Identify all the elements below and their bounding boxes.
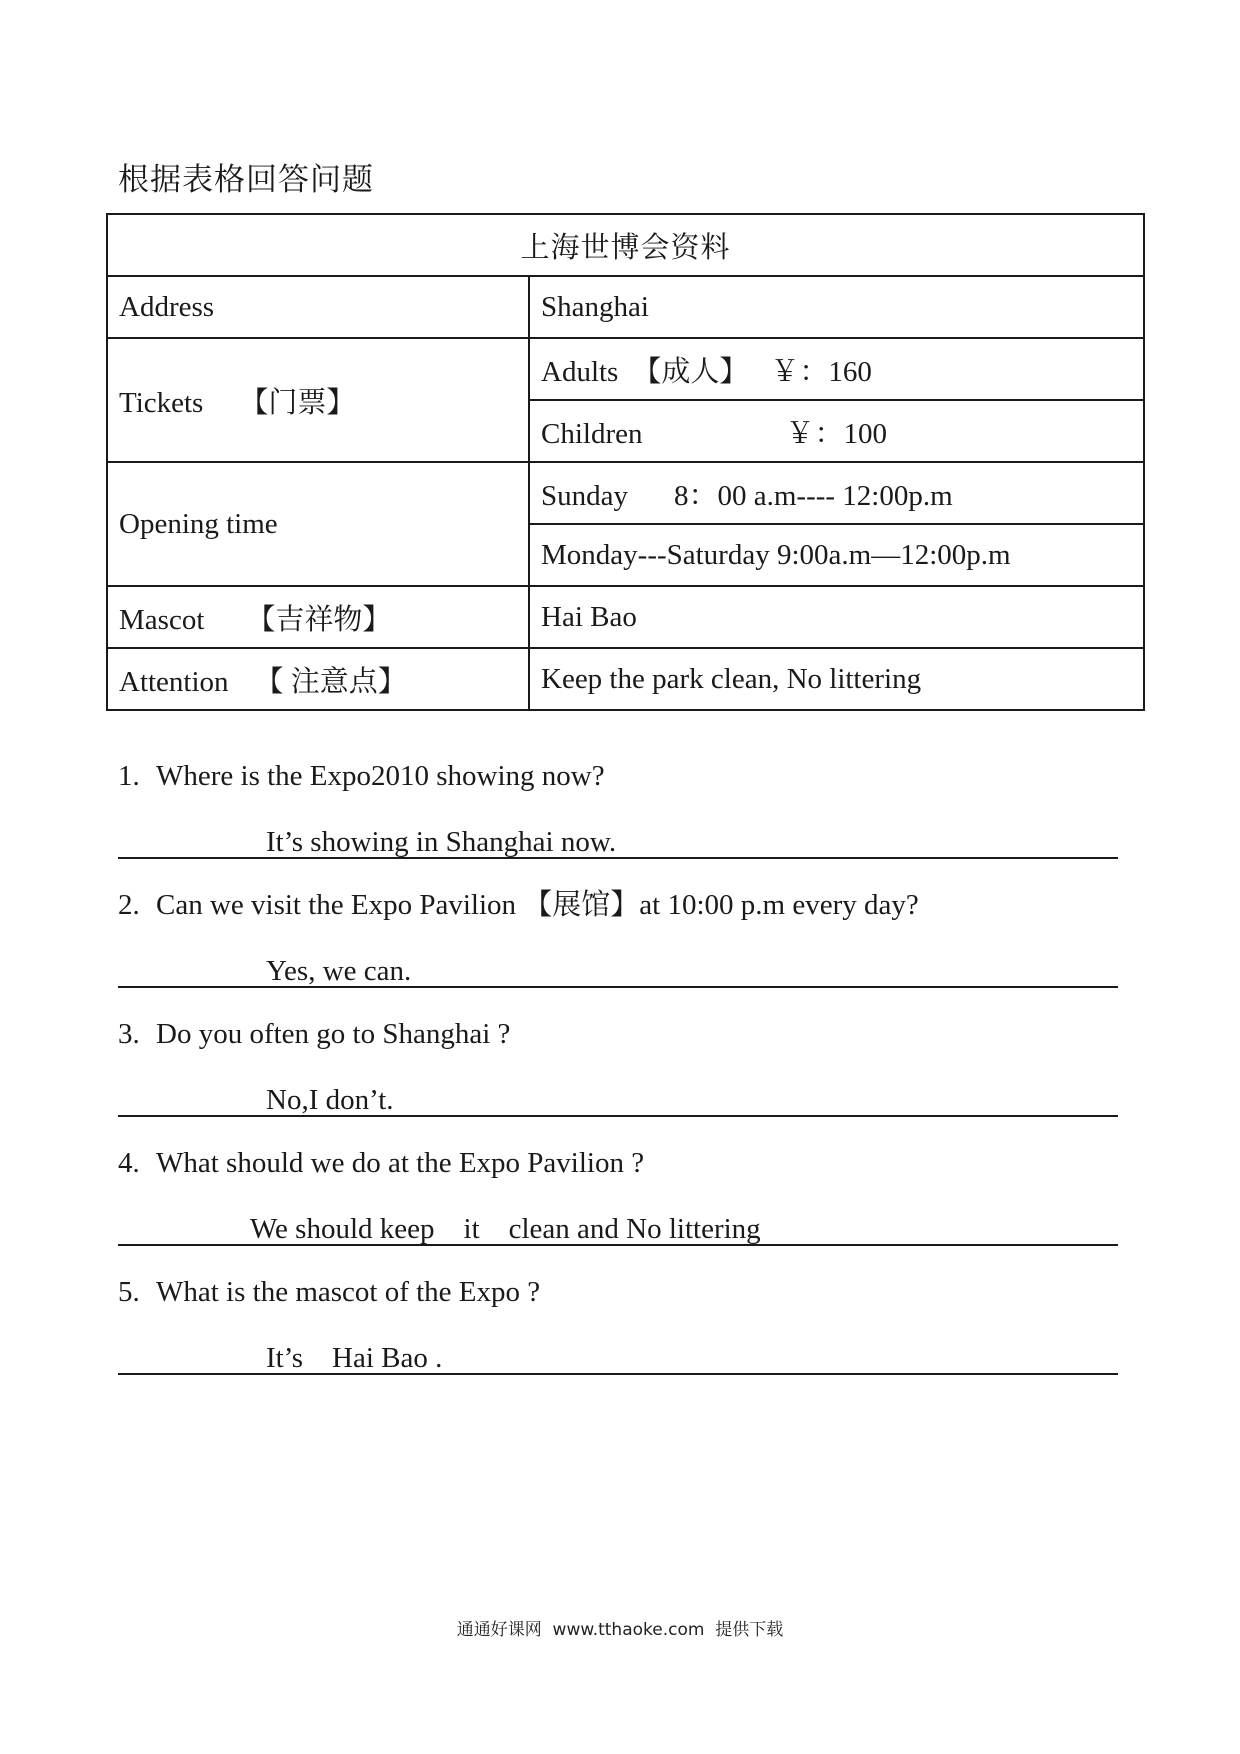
address-label: Address [107,276,529,338]
footer-credit: 通通好课网 www.tthaoke.com 提供下载 [456,1620,784,1640]
question-block-5 [118,1269,1118,1375]
attention-label: Attention [119,665,229,698]
question-number: 3. [118,1018,140,1050]
attention-value: Keep the park clean, No littering [529,648,1144,710]
question-5 [118,1269,1118,1315]
question-block-2 [118,882,1118,988]
answer-line-3 [118,1075,1118,1117]
expo-info-table [106,213,1145,711]
attention-label-cell [107,648,529,710]
answer-text: No,I don’t. [266,1084,394,1116]
answer-line-1 [118,817,1118,859]
table-row-address [107,276,1144,338]
instruction-heading: 根据表格回答问题 [118,162,374,197]
opening-label: Opening time [107,462,529,586]
question-number: 1. [118,760,140,792]
mascot-value: Hai Bao [529,586,1144,648]
table-row-mascot [107,586,1144,648]
table-row-tickets-adults [107,338,1144,400]
question-4 [118,1140,1118,1186]
question-number: 5. [118,1276,140,1308]
table-title: 上海世博会资料 [107,214,1144,276]
question-block-1 [118,753,1118,859]
question-text: Do you often go to Shanghai ? [156,1018,511,1050]
mascot-label-cn: 【吉祥物】 [246,603,392,636]
question-2 [118,882,1118,928]
adults-price: ￥：160 [770,355,872,388]
children-price-cell [529,400,1144,462]
sunday-hours-cell [529,462,1144,524]
adults-price-cell [529,338,1144,400]
question-text: What is the mascot of the Expo ? [156,1276,541,1308]
table-title-row [107,214,1144,276]
tickets-label-cell [107,338,529,462]
sunday-day: Sunday [541,479,628,512]
question-text: Where is the Expo2010 showing now? [156,760,605,792]
question-text: Can we visit the Expo Pavilion 【展馆】at 10:00 p.m every day? [156,889,919,921]
question-1 [118,753,1118,799]
answer-text: It’s Hai Bao . [266,1342,443,1374]
question-number: 4. [118,1147,140,1179]
tickets-label: Tickets [119,386,204,419]
mascot-label-cell [107,586,529,648]
answer-line-5 [118,1333,1118,1375]
question-text: What should we do at the Expo Pavilion ? [156,1147,645,1179]
table-row-opening-sunday [107,462,1144,524]
sunday-time: 8：00 a.m---- 12:00p.m [674,479,953,512]
answer-line-4 [118,1204,1118,1246]
tickets-label-cn: 【门票】 [239,386,356,419]
weekday-hours: Monday---Saturday 9:00a.m—12:00p.m [529,524,1144,586]
children-label: Children [541,417,643,450]
question-number: 2. [118,889,140,921]
question-block-3 [118,1011,1118,1117]
table-row-attention [107,648,1144,710]
answer-text: It’s showing in Shanghai now. [266,826,617,858]
question-block-4 [118,1140,1118,1246]
mascot-label: Mascot [119,603,205,636]
question-3 [118,1011,1118,1057]
answer-text: We should keep it clean and No littering [250,1213,761,1245]
children-price: ￥：100 [785,417,888,450]
adults-label-cn: 【成人】 [632,355,749,388]
attention-label-cn: 【 注意点】 [254,665,407,698]
answer-text: Yes, we can. [266,955,412,987]
adults-label: Adults [541,355,619,388]
answer-line-2 [118,946,1118,988]
address-value: Shanghai [529,276,1144,338]
